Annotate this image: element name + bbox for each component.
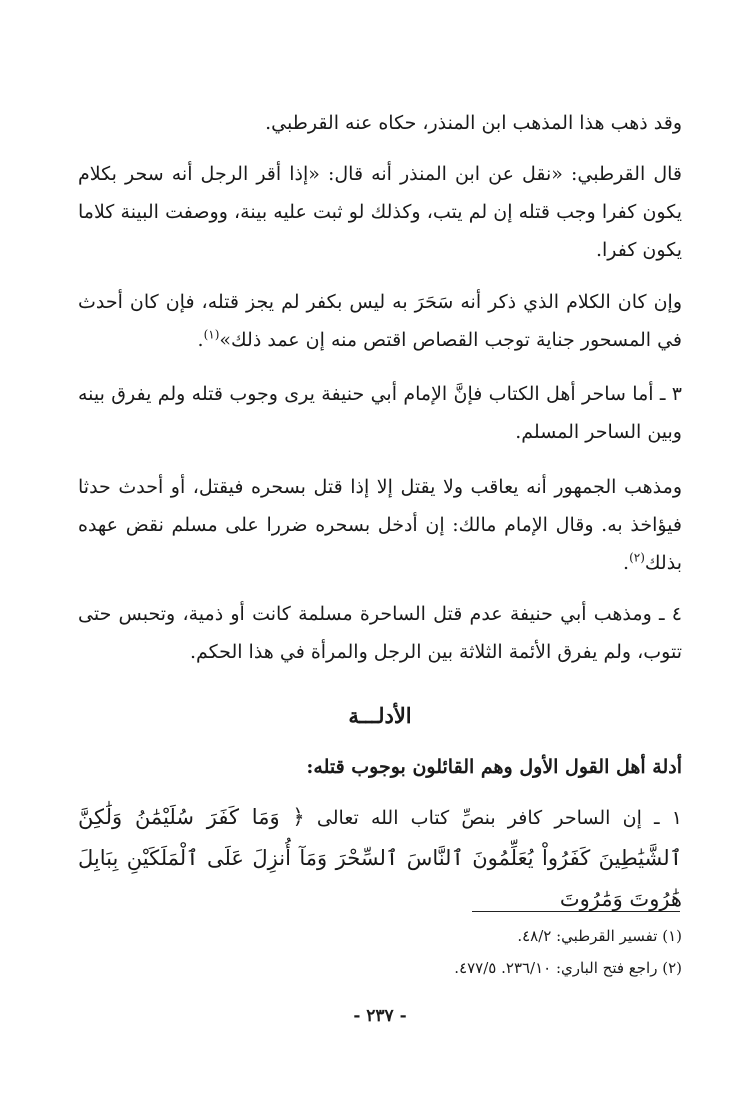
paragraph-5-text: ومذهب الجمهور أنه يعاقب ولا يقتل إلا إذا قتل بسحره فيقتل، أو أحدث حدثا فيؤاخذ به. وقال الإمام مالك: إن أدخل بسحره ضررا على مسلم نقض عهده بذلك <box>78 476 682 574</box>
footnote-mark-1: (١) <box>203 327 220 342</box>
paragraph-6-text: ٤ ـ ومذهب أبي حنيفة عدم قتل الساحرة مسلمة كانت أو ذمية، وتحبس حتى تتوب، ولم يفرق الأئمة الثلاثة بين الرجل والمرأة في هذا الحكم. <box>78 603 682 663</box>
footnote-mark-2: (٢) <box>629 550 645 565</box>
paragraph-6 <box>78 595 682 671</box>
paragraph-5-tail: . <box>623 552 630 574</box>
paragraph-3-tail: . <box>197 329 204 351</box>
footnote-1: (١) تفسير القرطبي: ٤٨/٢. <box>517 927 682 945</box>
quran-verse: ﴿ وَمَا كَفَرَ سُلَيْمَٰنُ وَلَٰكِنَّ ٱلشَّيَٰطِينَ كَفَرُواْ يُعَلِّمُونَ ٱلنَّاسَ ٱلسِّحْرَ وَمَآ أُنزِلَ عَلَى ٱلْمَلَكَيْنِ بِبَابِلَ هَٰرُوتَ وَمَٰرُوتَ <box>78 805 682 911</box>
paragraph-3 <box>78 283 682 359</box>
paragraph-1-text: وقد ذهب هذا المذهب ابن المنذر، حكاه عنه القرطبي. <box>265 112 682 134</box>
paragraph-5 <box>78 468 682 582</box>
footnote-2: (٢) راجع فتح الباري: ٢٣٦/١٠. ٤٧٧/٥. <box>454 959 682 977</box>
paragraph-4-text: ٣ ـ أما ساحر أهل الكتاب فإنَّ الإمام أبي حنيفة يرى وجوب قتله ولم يفرق بينه وبين الساحر المسلم. <box>78 383 682 443</box>
paragraph-2-text: قال القرطبي: «نقل عن ابن المنذر أنه قال: «إذا أقر الرجل أنه سحر بكلام يكون كفرا وجب قتله إن لم يتب، وكذلك لو ثبت عليه بينة، ووصفت البينة كلاما يكون كفرا. <box>78 163 682 261</box>
footnotes <box>78 920 682 984</box>
footnote-divider <box>472 911 680 912</box>
page-number: - ٢٣٧ - <box>353 1006 407 1026</box>
evidence-intro: ١ ـ إن الساحر كافر بنصِّ كتاب الله تعالى <box>316 807 682 829</box>
paragraph-4 <box>78 375 682 451</box>
paragraph-3-text: وإن كان الكلام الذي ذكر أنه سَحَرَ به ليس بكفر لم يجز قتله، فإن كان أحدث في المسحور جناية توجب القصاص اقتص منه إن عمد ذلك» <box>78 291 682 351</box>
paragraph-1 <box>78 104 682 142</box>
evidence-paragraph <box>78 797 682 920</box>
section-heading: الأدلـــة <box>348 703 412 728</box>
section-subheading: أدلة أهل القول الأول وهم القائلون بوجوب قتله: <box>306 756 682 778</box>
paragraph-2 <box>78 155 682 269</box>
